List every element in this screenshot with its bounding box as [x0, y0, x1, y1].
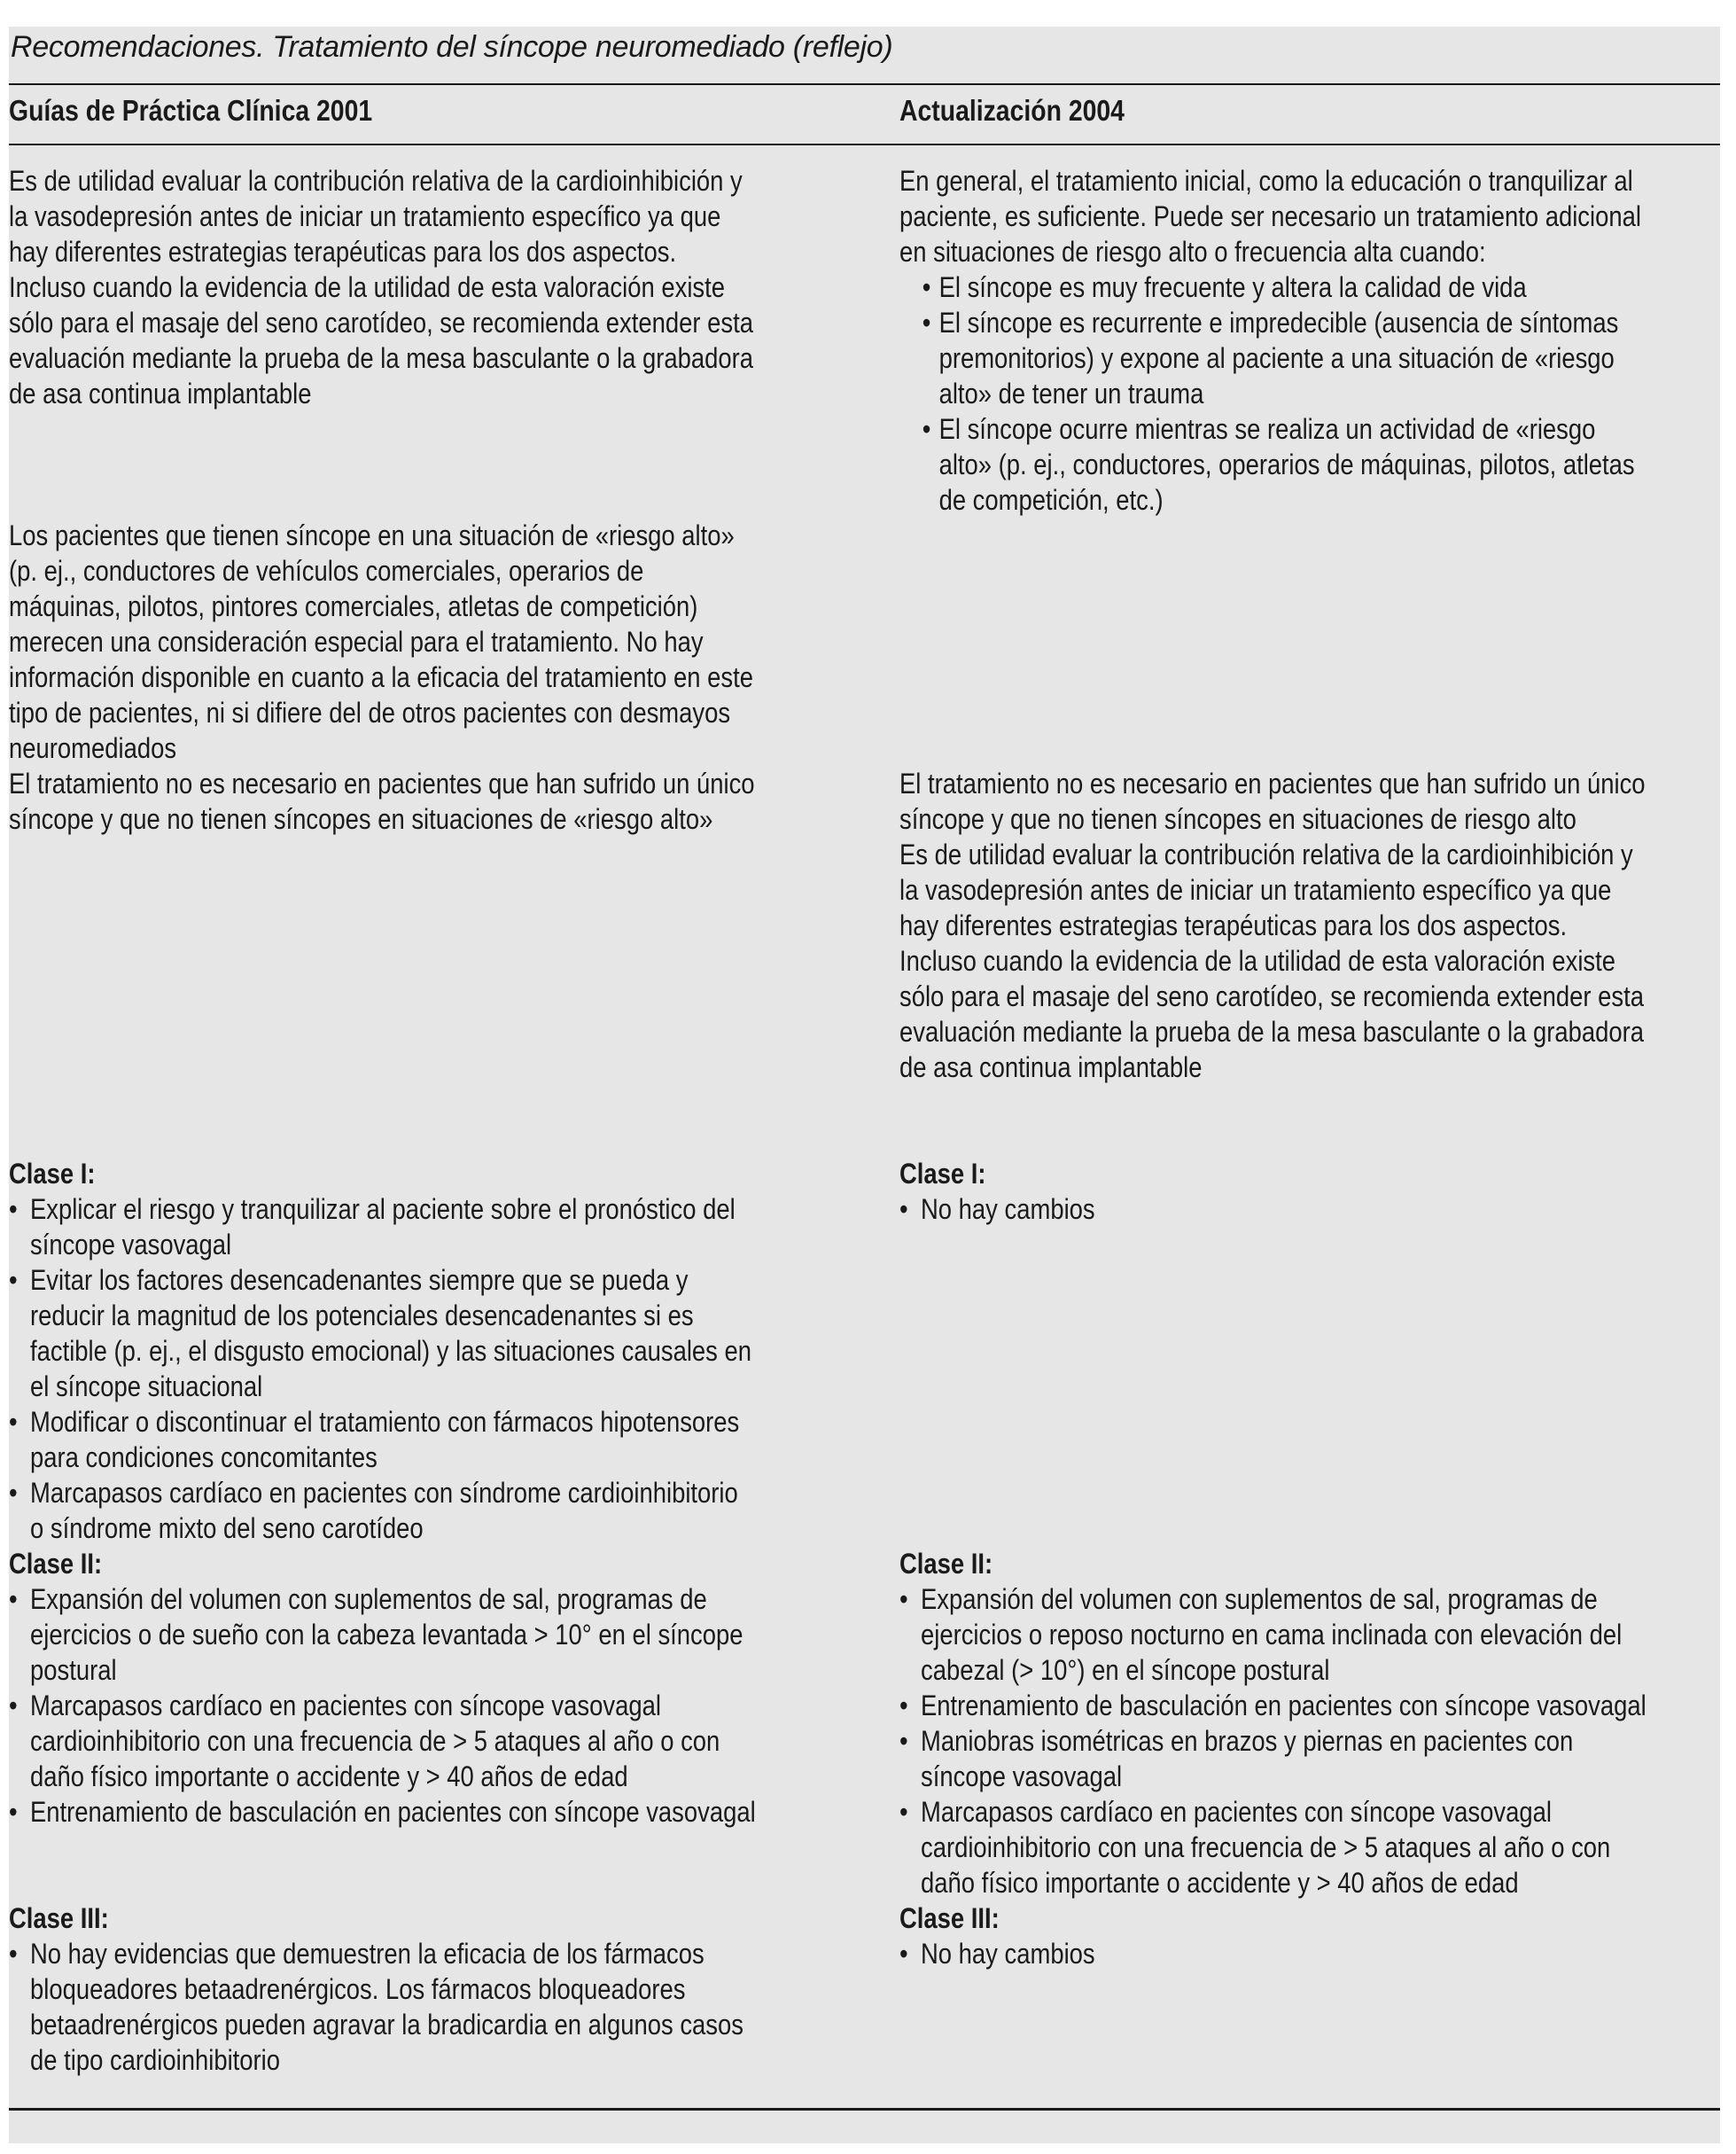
bullet-line: • Modificar o discontinuar el tratamiento con fármacos hipotensores: [29, 1406, 740, 1438]
right-block-1-intro: [899, 163, 1712, 269]
left-block-1: [9, 163, 821, 411]
bullet-line: postural: [29, 1654, 117, 1686]
bullet-item: [899, 269, 1712, 305]
header-left: Guías de Práctica Clínica 2001: [9, 94, 373, 127]
bullet-line: factible (p. ej., el disgusto emocional) y las situaciones causales en: [29, 1335, 751, 1367]
text-line: merecen una consideración especial para el tratamiento. No hay: [9, 626, 704, 658]
bullet-line: de tipo cardioinhibitorio: [29, 2044, 281, 2076]
bullet-line: • El síncope es muy frecuente y altera la calidad de vida: [938, 271, 1527, 303]
bullet-line: • El síncope es recurrente e impredecible (ausencia de síntomas: [938, 307, 1619, 339]
bullet-line: • Marcapasos cardíaco en pacientes con síncope vasovagal: [920, 1796, 1552, 1828]
bullet-line: síncope vasovagal: [29, 1229, 232, 1260]
bullet-item: [9, 1475, 821, 1546]
left-clase2-label: Clase II:: [9, 1548, 103, 1580]
text-line: hay diferentes estrategias terapéuticas para los dos aspectos.: [899, 909, 1568, 941]
bullet-line: • No hay evidencias que demuestren la eficacia de los fármacos: [29, 1938, 705, 1970]
bullet-line: el síncope situacional: [29, 1370, 263, 1402]
bullet-item: [9, 1191, 821, 1262]
bullet-item: [899, 1723, 1712, 1794]
text-line: en situaciones de riesgo alto o frecuencia alta cuando:: [899, 236, 1486, 268]
text-line: paciente, es suficiente. Puede ser necesario un tratamiento adicional: [899, 200, 1641, 232]
bullet-line: daño físico importante o accidente y > 40 años de edad: [920, 1867, 1519, 1899]
bullet-item: [899, 411, 1712, 518]
bullet-line: • Evitar los factores desencadenantes siempre que se pueda y: [29, 1264, 689, 1296]
bullet-line: • Expansión del volumen con suplementos de sal, programas de: [29, 1583, 707, 1615]
right-clase2-list: [899, 1581, 1712, 1900]
bullet-line: alto» de tener un trauma: [938, 378, 1204, 410]
text-line: información disponible en cuanto a la eficacia del tratamiento en este: [9, 661, 753, 693]
right-clase1-list: [899, 1191, 1712, 1227]
text-line: Es de utilidad evaluar la contribución relativa de la cardioinhibición y: [899, 839, 1633, 870]
text-line: Incluso cuando la evidencia de la utilidad de esta valoración existe: [9, 271, 726, 303]
bullet-item: [899, 1794, 1712, 1900]
left-clase3: [9, 1900, 821, 2078]
bullet-line: betaadrenérgicos pueden agravar la bradicardia en algunos casos: [29, 2009, 743, 2041]
right-block-2: [899, 766, 1712, 1085]
bullet-item: [899, 305, 1712, 411]
bullet-line: • Entrenamiento de basculación en pacientes con síncope vasovagal: [920, 1690, 1646, 1721]
text-line: El tratamiento no es necesario en pacientes que han sufrido un único: [9, 768, 755, 800]
bullet-item: [9, 1262, 821, 1404]
bullet-line: síncope vasovagal: [920, 1760, 1123, 1792]
bullet-line: • El síncope ocurre mientras se realiza un actividad de «riesgo: [938, 413, 1596, 445]
bullet-line: • Expansión del volumen con suplementos de sal, programas de: [920, 1583, 1598, 1615]
right-clase2: [899, 1546, 1712, 1900]
header-rule: [9, 144, 1720, 145]
text-line: la vasodepresión antes de iniciar un tratamiento específico ya que: [9, 200, 721, 232]
text-line: la vasodepresión antes de iniciar un tratamiento específico ya que: [899, 874, 1612, 906]
bullet-item: [9, 1936, 821, 2078]
bullet-line: • No hay cambios: [920, 1938, 1095, 1970]
text-line: tipo de pacientes, ni si difiere del de otros pacientes con desmayos: [9, 697, 731, 729]
right-clase1-label: Clase I:: [899, 1158, 986, 1190]
text-line: En general, el tratamiento inicial, como la educación o tranquilizar al: [899, 165, 1633, 197]
text-line: evaluación mediante la prueba de la mesa basculante o la grabadora: [9, 342, 754, 374]
bullet-line: cabezal (> 10°) en el síncope postural: [920, 1654, 1330, 1686]
bullet-line: • No hay cambios: [920, 1193, 1095, 1225]
bullet-item: [9, 1581, 821, 1688]
right-block-1-bullets: [899, 269, 1712, 518]
bullet-item: [899, 1688, 1712, 1723]
text-line: máquinas, pilotos, pintores comerciales, atletas de competición): [9, 590, 698, 622]
top-rule: [9, 83, 1720, 85]
bullet-line: de competición, etc.): [938, 484, 1164, 516]
text-line: neuromediados: [9, 732, 177, 764]
left-clase3-list: [9, 1936, 821, 2078]
bullet-line: para condiciones concomitantes: [29, 1441, 378, 1473]
bullet-line: • Maniobras isométricas en brazos y piernas en pacientes con: [920, 1725, 1574, 1757]
bullet-line: cardioinhibitorio con una frecuencia de > 5 ataques al año o con: [920, 1831, 1611, 1863]
bullet-line: • Entrenamiento de basculación en pacientes con síncope vasovagal: [29, 1796, 756, 1828]
header-right: Actualización 2004: [899, 94, 1125, 127]
recommendations-table: [9, 27, 1720, 2143]
bullet-line: • Explicar el riesgo y tranquilizar al paciente sobre el pronóstico del: [29, 1193, 736, 1225]
bullet-line: • Marcapasos cardíaco en pacientes con síncope vasovagal: [29, 1690, 661, 1721]
bullet-line: ejercicios o de sueño con la cabeza levantada > 10° en el síncope: [29, 1619, 743, 1651]
bullet-line: alto» (p. ej., conductores, operarios de máquinas, pilotos, atletas: [938, 449, 1635, 480]
left-clase1-list: [9, 1191, 821, 1546]
left-clase2: [9, 1546, 821, 1830]
left-clase1-label: Clase I:: [9, 1158, 96, 1190]
right-block-1: [899, 163, 1712, 518]
bullet-line: premonitorios) y expone al paciente a una situación de «riesgo: [938, 342, 1615, 374]
bullet-line: bloqueadores betaadrenérgicos. Los fármacos bloqueadores: [29, 1973, 686, 2005]
text-line: de asa continua implantable: [899, 1051, 1203, 1083]
table-title: Recomendaciones. Tratamiento del síncope neuromediado (reflejo): [11, 30, 893, 64]
text-line: de asa continua implantable: [9, 378, 312, 410]
right-clase3: [899, 1900, 1712, 1971]
bullet-item: [899, 1581, 1712, 1688]
bullet-line: cardioinhibitorio con una frecuencia de > 5 ataques al año o con: [29, 1725, 720, 1757]
text-line: sólo para el masaje del seno carotídeo, se recomienda extender esta: [9, 307, 753, 339]
text-line: síncope y que no tienen síncopes en situaciones de «riesgo alto»: [9, 803, 713, 835]
text-line: sólo para el masaje del seno carotídeo, se recomienda extender esta: [899, 980, 1644, 1012]
text-line: (p. ej., conductores de vehículos comerciales, operarios de: [9, 555, 644, 587]
text-line: hay diferentes estrategias terapéuticas para los dos aspectos.: [9, 236, 677, 268]
right-clase3-list: [899, 1936, 1712, 1971]
text-line: Incluso cuando la evidencia de la utilidad de esta valoración existe: [899, 945, 1616, 977]
bottom-rule: [9, 2108, 1720, 2111]
left-clase2-list: [9, 1581, 821, 1830]
right-clase2-label: Clase II:: [899, 1548, 993, 1580]
bullet-item: [9, 1688, 821, 1794]
bullet-line: reducir la magnitud de los potenciales desencadenantes si es: [29, 1299, 694, 1331]
left-clase1: [9, 1156, 821, 1546]
bullet-line: • Marcapasos cardíaco en pacientes con síndrome cardioinhibitorio: [29, 1477, 738, 1509]
right-clase1: [899, 1156, 1712, 1227]
bullet-line: o síndrome mixto del seno carotídeo: [29, 1512, 424, 1544]
left-clase3-label: Clase III:: [9, 1902, 109, 1934]
bullet-line: ejercicios o reposo nocturno en cama inclinada con elevación del: [920, 1619, 1623, 1651]
text-line: Los pacientes que tienen síncope en una situación de «riesgo alto»: [9, 519, 735, 551]
text-line: Es de utilidad evaluar la contribución relativa de la cardioinhibición y: [9, 165, 743, 197]
bullet-item: [899, 1936, 1712, 1971]
bullet-item: [9, 1794, 821, 1830]
bullet-line: daño físico importante o accidente y > 40 años de edad: [29, 1760, 628, 1792]
bullet-item: [9, 1404, 821, 1475]
text-line: evaluación mediante la prueba de la mesa basculante o la grabadora: [899, 1016, 1645, 1048]
bullet-item: [899, 1191, 1712, 1227]
text-line: El tratamiento no es necesario en pacientes que han sufrido un único: [899, 768, 1646, 800]
text-line: síncope y que no tienen síncopes en situaciones de riesgo alto: [899, 803, 1576, 835]
left-block-2: [9, 518, 821, 837]
right-clase3-label: Clase III:: [899, 1902, 1000, 1934]
